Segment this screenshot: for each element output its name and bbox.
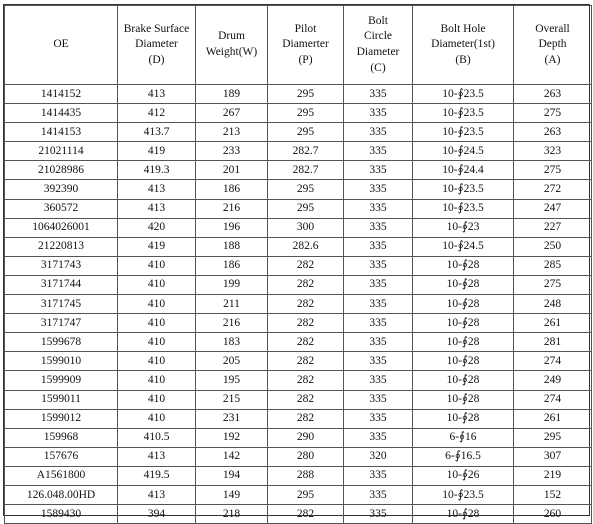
cell-drum-weight: 192 bbox=[196, 428, 268, 447]
table-row bbox=[5, 123, 592, 142]
cell-oe: 3171743 bbox=[5, 256, 118, 275]
cell-oe: A1561800 bbox=[5, 466, 118, 485]
cell-brake-surface-diameter: 410 bbox=[118, 390, 196, 409]
cell-drum-weight: 186 bbox=[196, 256, 268, 275]
cell-oe: 21220813 bbox=[5, 237, 118, 256]
cell-bolt-hole-diameter: 10-∮23.5 bbox=[413, 485, 514, 504]
cell-bolt-hole-diameter: 10-∮28 bbox=[413, 275, 514, 294]
cell-overall-depth: 227 bbox=[514, 218, 592, 237]
cell-bolt-circle-diameter: 335 bbox=[344, 371, 413, 390]
column-header-pilot-diameter bbox=[268, 6, 344, 85]
cell-bolt-hole-diameter: 10-∮23.5 bbox=[413, 199, 514, 218]
cell-pilot-diameter: 295 bbox=[268, 180, 344, 199]
cell-brake-surface-diameter: 410 bbox=[118, 352, 196, 371]
cell-brake-surface-diameter: 413 bbox=[118, 180, 196, 199]
cell-drum-weight: 199 bbox=[196, 275, 268, 294]
cell-pilot-diameter: 282 bbox=[268, 333, 344, 352]
table-row bbox=[5, 180, 592, 199]
cell-oe: 3171747 bbox=[5, 314, 118, 333]
cell-drum-weight: 211 bbox=[196, 295, 268, 314]
cell-pilot-diameter: 280 bbox=[268, 447, 344, 466]
cell-bolt-circle-diameter: 335 bbox=[344, 237, 413, 256]
cell-bolt-circle-diameter: 335 bbox=[344, 199, 413, 218]
cell-oe: 1599012 bbox=[5, 409, 118, 428]
cell-oe: 21021114 bbox=[5, 142, 118, 161]
cell-brake-surface-diameter: 413.7 bbox=[118, 123, 196, 142]
column-header-line: Diameter bbox=[135, 38, 178, 51]
cell-brake-surface-diameter: 413 bbox=[118, 85, 196, 104]
cell-oe: 159968 bbox=[5, 428, 118, 447]
table-row bbox=[5, 199, 592, 218]
cell-pilot-diameter: 282 bbox=[268, 275, 344, 294]
cell-brake-surface-diameter: 410.5 bbox=[118, 428, 196, 447]
table-row bbox=[5, 218, 592, 237]
column-header-line: Overall bbox=[535, 22, 570, 35]
cell-brake-surface-diameter: 419 bbox=[118, 142, 196, 161]
cell-drum-weight: 205 bbox=[196, 352, 268, 371]
cell-bolt-hole-diameter: 6-∮16 bbox=[413, 428, 514, 447]
table-body bbox=[5, 85, 592, 524]
cell-pilot-diameter: 282 bbox=[268, 256, 344, 275]
column-header-oe bbox=[5, 6, 118, 85]
cell-bolt-circle-diameter: 335 bbox=[344, 352, 413, 371]
cell-bolt-hole-diameter: 10-∮28 bbox=[413, 505, 514, 524]
cell-bolt-circle-diameter: 335 bbox=[344, 428, 413, 447]
column-header-line: (B) bbox=[455, 53, 471, 66]
cell-drum-weight: 194 bbox=[196, 466, 268, 485]
cell-bolt-hole-diameter: 10-∮28 bbox=[413, 371, 514, 390]
column-header-line: Weight(W) bbox=[205, 46, 258, 58]
cell-overall-depth: 307 bbox=[514, 447, 592, 466]
column-header-line: Drum bbox=[218, 30, 245, 43]
column-header-line: Diameter bbox=[356, 46, 400, 58]
cell-pilot-diameter: 288 bbox=[268, 466, 344, 485]
cell-oe: 1599011 bbox=[5, 390, 118, 409]
table-row bbox=[5, 142, 592, 161]
cell-drum-weight: 231 bbox=[196, 409, 268, 428]
cell-bolt-circle-diameter: 335 bbox=[344, 142, 413, 161]
cell-oe: 360572 bbox=[5, 199, 118, 218]
cell-bolt-circle-diameter: 335 bbox=[344, 295, 413, 314]
cell-bolt-hole-diameter: 10-∮24.4 bbox=[413, 161, 514, 180]
cell-oe: 1599909 bbox=[5, 371, 118, 390]
column-header-bolt-circle-diameter bbox=[344, 6, 413, 85]
cell-brake-surface-diameter: 410 bbox=[118, 409, 196, 428]
cell-brake-surface-diameter: 410 bbox=[118, 371, 196, 390]
column-header-bolt-hole-diameter bbox=[413, 6, 514, 85]
column-header-line: Bolt bbox=[368, 14, 388, 27]
cell-bolt-hole-diameter: 10-∮23.5 bbox=[413, 123, 514, 142]
table-row bbox=[5, 466, 592, 485]
cell-brake-surface-diameter: 419.5 bbox=[118, 466, 196, 485]
cell-bolt-hole-diameter: 10-∮23.5 bbox=[413, 104, 514, 123]
table-row bbox=[5, 104, 592, 123]
cell-pilot-diameter: 282 bbox=[268, 409, 344, 428]
table-row bbox=[5, 85, 592, 104]
cell-drum-weight: 218 bbox=[196, 505, 268, 524]
cell-bolt-hole-diameter: 10-∮24.5 bbox=[413, 237, 514, 256]
cell-pilot-diameter: 282 bbox=[268, 352, 344, 371]
cell-oe: 21028986 bbox=[5, 161, 118, 180]
cell-bolt-circle-diameter: 320 bbox=[344, 447, 413, 466]
cell-drum-weight: 267 bbox=[196, 104, 268, 123]
table-row bbox=[5, 485, 592, 504]
table-row bbox=[5, 256, 592, 275]
cell-brake-surface-diameter: 413 bbox=[118, 199, 196, 218]
cell-pilot-diameter: 282 bbox=[268, 390, 344, 409]
column-header-line: (D) bbox=[148, 53, 165, 66]
cell-overall-depth: 275 bbox=[514, 161, 592, 180]
cell-oe: 1589430 bbox=[5, 505, 118, 524]
cell-overall-depth: 248 bbox=[514, 295, 592, 314]
cell-oe: 1064026001 bbox=[5, 218, 118, 237]
cell-overall-depth: 275 bbox=[514, 104, 592, 123]
cell-oe: 3171745 bbox=[5, 295, 118, 314]
cell-bolt-circle-diameter: 335 bbox=[344, 218, 413, 237]
brake-drum-spec-table bbox=[4, 5, 592, 524]
table-row bbox=[5, 333, 592, 352]
cell-overall-depth: 274 bbox=[514, 352, 592, 371]
cell-pilot-diameter: 282 bbox=[268, 371, 344, 390]
cell-oe: 392390 bbox=[5, 180, 118, 199]
cell-bolt-hole-diameter: 6-∮16.5 bbox=[413, 447, 514, 466]
cell-bolt-hole-diameter: 10-∮28 bbox=[413, 314, 514, 333]
table-row bbox=[5, 275, 592, 294]
cell-overall-depth: 285 bbox=[514, 256, 592, 275]
cell-bolt-hole-diameter: 10-∮28 bbox=[413, 256, 514, 275]
cell-brake-surface-diameter: 413 bbox=[118, 485, 196, 504]
cell-oe: 1414435 bbox=[5, 104, 118, 123]
cell-bolt-circle-diameter: 335 bbox=[344, 161, 413, 180]
cell-drum-weight: 216 bbox=[196, 199, 268, 218]
cell-overall-depth: 281 bbox=[514, 333, 592, 352]
cell-bolt-hole-diameter: 10-∮28 bbox=[413, 390, 514, 409]
cell-bolt-hole-diameter: 10-∮28 bbox=[413, 333, 514, 352]
cell-oe: 1599010 bbox=[5, 352, 118, 371]
column-header-line: Diameter(1st) bbox=[431, 38, 495, 51]
cell-bolt-hole-diameter: 10-∮28 bbox=[413, 352, 514, 371]
cell-oe: 126.048.00HD bbox=[5, 485, 118, 504]
cell-bolt-circle-diameter: 335 bbox=[344, 485, 413, 504]
table-row bbox=[5, 352, 592, 371]
cell-bolt-hole-diameter: 10-∮23.5 bbox=[413, 85, 514, 104]
cell-pilot-diameter: 295 bbox=[268, 85, 344, 104]
cell-overall-depth: 261 bbox=[514, 314, 592, 333]
cell-drum-weight: 188 bbox=[196, 237, 268, 256]
column-header-brake-surface-diameter bbox=[118, 6, 196, 85]
cell-drum-weight: 142 bbox=[196, 447, 268, 466]
cell-overall-depth: 249 bbox=[514, 371, 592, 390]
cell-oe: 3171744 bbox=[5, 275, 118, 294]
cell-bolt-circle-diameter: 335 bbox=[344, 409, 413, 428]
cell-oe: 1414153 bbox=[5, 123, 118, 142]
cell-brake-surface-diameter: 419.3 bbox=[118, 161, 196, 180]
cell-overall-depth: 263 bbox=[514, 85, 592, 104]
cell-pilot-diameter: 295 bbox=[268, 104, 344, 123]
column-header-drum-weight bbox=[196, 6, 268, 85]
table-row bbox=[5, 390, 592, 409]
cell-drum-weight: 216 bbox=[196, 314, 268, 333]
table-header bbox=[5, 6, 592, 85]
cell-pilot-diameter: 282.7 bbox=[268, 161, 344, 180]
cell-oe: 1599678 bbox=[5, 333, 118, 352]
cell-bolt-circle-diameter: 335 bbox=[344, 505, 413, 524]
cell-brake-surface-diameter: 410 bbox=[118, 314, 196, 333]
header-row bbox=[5, 6, 592, 85]
cell-overall-depth: 263 bbox=[514, 123, 592, 142]
cell-pilot-diameter: 282.7 bbox=[268, 142, 344, 161]
cell-pilot-diameter: 282 bbox=[268, 295, 344, 314]
cell-bolt-circle-diameter: 335 bbox=[344, 104, 413, 123]
cell-overall-depth: 275 bbox=[514, 275, 592, 294]
column-header-line: (C) bbox=[370, 61, 386, 74]
cell-brake-surface-diameter: 419 bbox=[118, 237, 196, 256]
cell-pilot-diameter: 300 bbox=[268, 218, 344, 237]
cell-brake-surface-diameter: 412 bbox=[118, 104, 196, 123]
cell-drum-weight: 183 bbox=[196, 333, 268, 352]
cell-brake-surface-diameter: 394 bbox=[118, 505, 196, 524]
cell-overall-depth: 261 bbox=[514, 409, 592, 428]
cell-overall-depth: 219 bbox=[514, 466, 592, 485]
cell-brake-surface-diameter: 410 bbox=[118, 333, 196, 352]
table-row bbox=[5, 161, 592, 180]
cell-pilot-diameter: 282 bbox=[268, 314, 344, 333]
cell-overall-depth: 250 bbox=[514, 237, 592, 256]
column-header-overall-depth bbox=[514, 6, 592, 85]
cell-bolt-hole-diameter: 10-∮28 bbox=[413, 295, 514, 314]
cell-brake-surface-diameter: 420 bbox=[118, 218, 196, 237]
cell-bolt-circle-diameter: 335 bbox=[344, 85, 413, 104]
table-row bbox=[5, 409, 592, 428]
cell-overall-depth: 152 bbox=[514, 485, 592, 504]
cell-overall-depth: 272 bbox=[514, 180, 592, 199]
cell-pilot-diameter: 295 bbox=[268, 485, 344, 504]
cell-pilot-diameter: 295 bbox=[268, 123, 344, 142]
cell-overall-depth: 247 bbox=[514, 199, 592, 218]
cell-bolt-hole-diameter: 10-∮23.5 bbox=[413, 180, 514, 199]
column-header-line: OE bbox=[53, 38, 69, 51]
table-row bbox=[5, 371, 592, 390]
cell-pilot-diameter: 282 bbox=[268, 505, 344, 524]
column-header-line: (P) bbox=[298, 53, 313, 66]
column-header-line: Bolt Hole bbox=[440, 22, 486, 35]
cell-drum-weight: 201 bbox=[196, 161, 268, 180]
cell-bolt-circle-diameter: 335 bbox=[344, 275, 413, 294]
cell-bolt-circle-diameter: 335 bbox=[344, 314, 413, 333]
cell-brake-surface-diameter: 410 bbox=[118, 295, 196, 314]
cell-pilot-diameter: 282.6 bbox=[268, 237, 344, 256]
cell-brake-surface-diameter: 410 bbox=[118, 275, 196, 294]
cell-overall-depth: 260 bbox=[514, 505, 592, 524]
cell-drum-weight: 213 bbox=[196, 123, 268, 142]
table-row bbox=[5, 505, 592, 524]
cell-bolt-hole-diameter: 10-∮28 bbox=[413, 409, 514, 428]
column-header-line: Pilot bbox=[294, 22, 317, 35]
cell-bolt-hole-diameter: 10-∮23 bbox=[413, 218, 514, 237]
cell-drum-weight: 149 bbox=[196, 485, 268, 504]
cell-pilot-diameter: 295 bbox=[268, 199, 344, 218]
column-header-line: (A) bbox=[544, 53, 561, 66]
cell-bolt-hole-diameter: 10-∮24.5 bbox=[413, 142, 514, 161]
cell-bolt-circle-diameter: 335 bbox=[344, 256, 413, 275]
cell-bolt-circle-diameter: 335 bbox=[344, 466, 413, 485]
column-header-line: Diamerter bbox=[282, 38, 329, 51]
table-row bbox=[5, 428, 592, 447]
table-row bbox=[5, 237, 592, 256]
cell-pilot-diameter: 290 bbox=[268, 428, 344, 447]
cell-brake-surface-diameter: 413 bbox=[118, 447, 196, 466]
cell-overall-depth: 323 bbox=[514, 142, 592, 161]
cell-bolt-circle-diameter: 335 bbox=[344, 180, 413, 199]
cell-drum-weight: 186 bbox=[196, 180, 268, 199]
cell-oe: 1414152 bbox=[5, 85, 118, 104]
column-header-line: Depth bbox=[538, 38, 567, 51]
cell-overall-depth: 274 bbox=[514, 390, 592, 409]
cell-bolt-hole-diameter: 10-∮26 bbox=[413, 466, 514, 485]
cell-bolt-circle-diameter: 335 bbox=[344, 123, 413, 142]
cell-drum-weight: 233 bbox=[196, 142, 268, 161]
cell-drum-weight: 196 bbox=[196, 218, 268, 237]
cell-drum-weight: 189 bbox=[196, 85, 268, 104]
column-header-line: Circle bbox=[363, 30, 393, 43]
table-row bbox=[5, 295, 592, 314]
cell-bolt-circle-diameter: 335 bbox=[344, 390, 413, 409]
cell-overall-depth: 295 bbox=[514, 428, 592, 447]
table-row bbox=[5, 314, 592, 333]
column-header-line: Brake Surface bbox=[123, 22, 190, 35]
spec-table-container bbox=[3, 4, 590, 520]
cell-oe: 157676 bbox=[5, 447, 118, 466]
cell-bolt-circle-diameter: 335 bbox=[344, 333, 413, 352]
cell-drum-weight: 215 bbox=[196, 390, 268, 409]
table-row bbox=[5, 447, 592, 466]
cell-drum-weight: 195 bbox=[196, 371, 268, 390]
cell-brake-surface-diameter: 410 bbox=[118, 256, 196, 275]
